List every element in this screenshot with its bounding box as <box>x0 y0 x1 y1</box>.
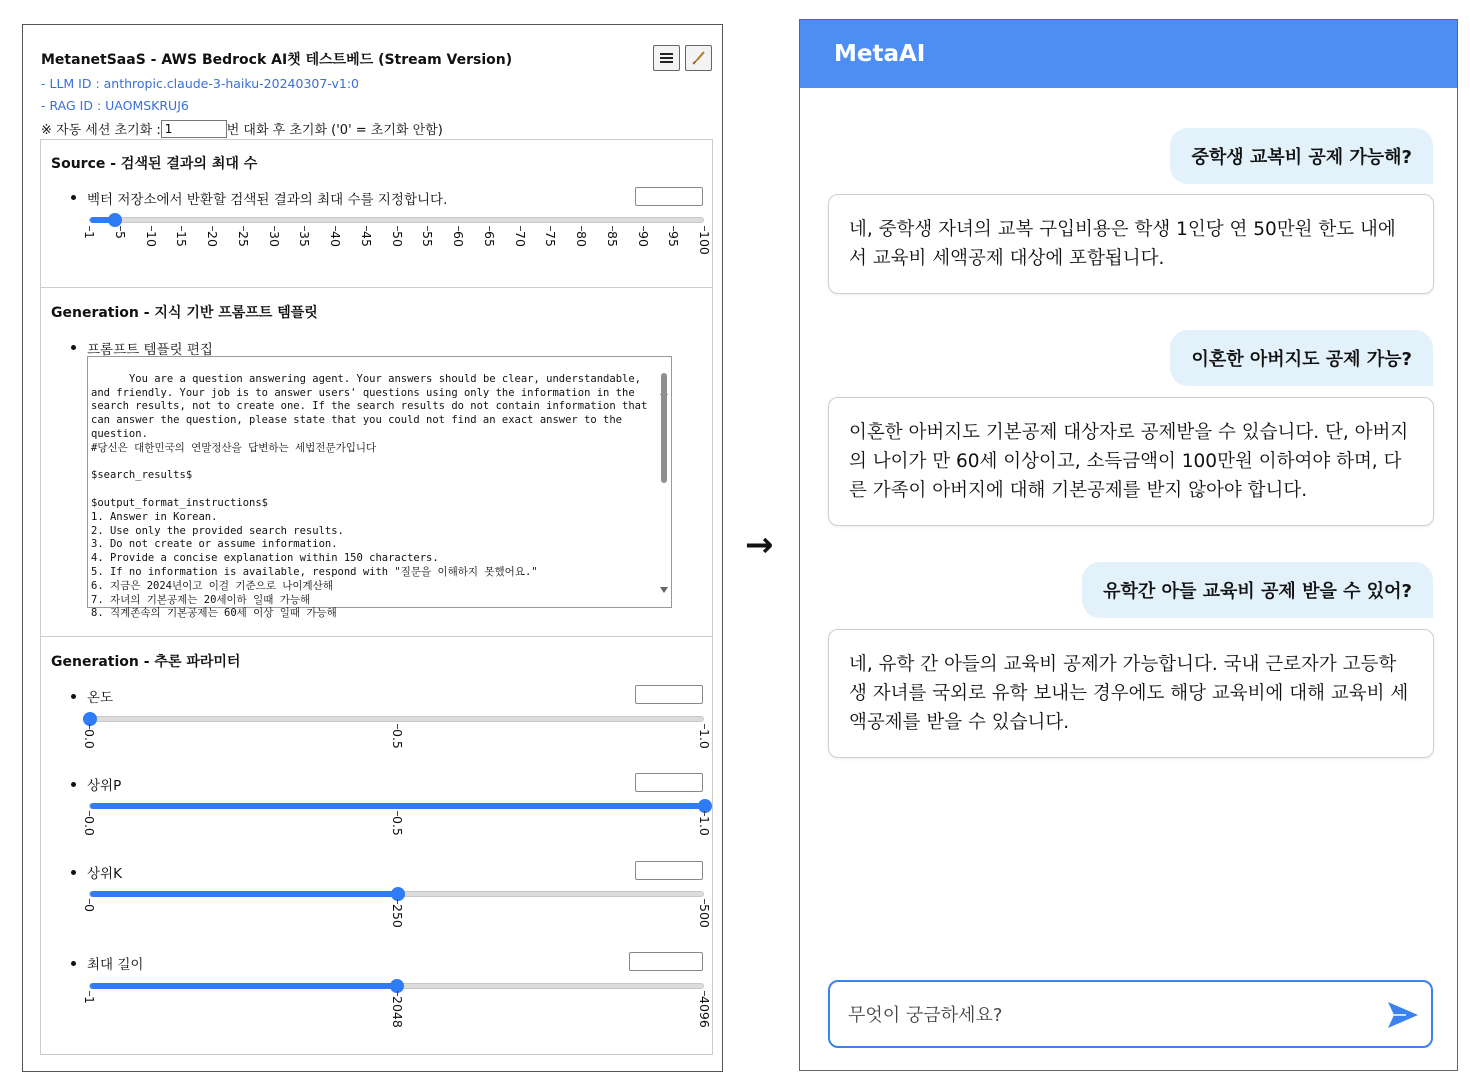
session-reset-label: ※ 자동 세션 초기화 : <box>41 123 161 138</box>
source-slider[interactable] <box>89 217 704 223</box>
temperature-slider[interactable] <box>89 716 704 722</box>
user-message: 유학간 아들 교육비 공제 받을 수 있어? <box>1082 562 1433 618</box>
prompt-template-textarea[interactable] <box>87 356 672 620</box>
source-label: 벡터 저장소에서 반환할 검색된 결과의 최대 수를 지정합니다. <box>87 192 448 208</box>
top-k-label: 상위K <box>87 866 122 882</box>
source-tick-label: 70 <box>512 231 528 247</box>
source-tick-label: 50 <box>389 231 405 247</box>
user-message: 중학생 교복비 공제 가능해? <box>1170 128 1433 184</box>
source-tick-label: 35 <box>297 231 313 247</box>
source-tick-label: 45 <box>358 231 374 247</box>
max-length-slider[interactable] <box>89 983 704 989</box>
source-title: Source - 검색된 결과의 최대 수 <box>51 156 258 172</box>
temperature-tick-label: 0.5 <box>389 729 405 749</box>
source-tick-label: 65 <box>481 231 497 247</box>
source-section <box>41 140 712 288</box>
menu-button[interactable] <box>653 45 680 71</box>
top-p-tick-label: 0.0 <box>82 816 97 836</box>
source-tick-label: 90 <box>635 231 651 247</box>
chat-title: MetaAI <box>834 41 926 67</box>
max-length-tick-label: 2048 <box>389 996 405 1028</box>
user-message: 이혼한 아버지도 공제 가능? <box>1170 330 1433 386</box>
menu-icon <box>660 51 673 65</box>
top-p-tick-label: 0.5 <box>389 816 405 836</box>
scroll-down-icon[interactable] <box>660 587 668 593</box>
bullet <box>71 195 76 200</box>
prompt-template-text: You are a question answering agent. Your answers should be clear, understandable, and friendly. Your job is to answer users' questions using only the information in the search results, not to create one. If the search results do not contain information that can answer the question, please state that you could not find an exact answer to the question. #당신은 대한민국의 연말정산을 답변하는 세법전문가입니다 $search_results$ $output_format_instructions$ 1. Answer in Korean. 2. Use only the provided search results. 3. Do not create or assume information. 4. Provide a concise explanation within 150 characters. 5. If no information is available, respond with "질문을 이해하지 못했어요." 6. 지금은 2024년이고 이걸 기준으로 나이계산해 7. 자녀의 기본공제는 20세이하 일때 가능해 8. 직계존속의 기본공제는 60세 이상 일때 가능해 <box>91 372 648 620</box>
slider-fill <box>90 803 705 809</box>
chat-window <box>799 19 1458 1071</box>
temperature-tick-label: 1.0 <box>697 729 712 749</box>
top-p-label: 상위P <box>87 778 122 794</box>
slider-thumb[interactable] <box>83 712 97 726</box>
slider-fill <box>90 891 398 897</box>
source-tick-label: 30 <box>266 231 282 247</box>
max-length-input[interactable] <box>629 952 703 971</box>
source-tick-label: 95 <box>666 231 682 247</box>
chat-input-box <box>828 980 1433 1048</box>
source-tick-label: 60 <box>451 231 466 247</box>
scroll-thumb[interactable] <box>661 373 667 483</box>
bullet <box>71 782 76 787</box>
top-p-input[interactable] <box>635 773 703 792</box>
template-title: Generation - 지식 기반 프롬프트 템플릿 <box>51 305 318 321</box>
top-k-input[interactable] <box>635 861 703 880</box>
source-tick-label: 20 <box>205 231 220 247</box>
source-value-input[interactable] <box>635 187 703 206</box>
top-k-slider[interactable] <box>89 891 704 897</box>
assistant-message: 네, 유학 간 아들의 교육비 공제가 가능합니다. 국내 근로자가 고등학생 자녀를 국외로 유학 보내는 경우에도 해당 교육비에 대해 교육비 세액공제를 받을 수 있습니다. <box>828 629 1434 758</box>
temperature-tick-label: 0.0 <box>82 729 97 749</box>
source-tick-label: 15 <box>174 231 190 247</box>
max-length-label: 최대 길이 <box>87 957 144 973</box>
source-tick-label: 100 <box>697 231 712 255</box>
bullet <box>71 870 76 875</box>
slider-thumb[interactable] <box>108 213 122 227</box>
llm-id: - LLM ID : anthropic.claude-3-haiku-20240307-v1:0 <box>41 76 359 91</box>
clear-button[interactable] <box>685 45 712 71</box>
assistant-message: 이혼한 아버지도 기본공제 대상자로 공제받을 수 있습니다. 단, 아버지의 나이가 만 60세 이상이고, 소득금액이 100만원 이하여야 하며, 다른 가족이 아버지에 대해 기본공제를 받지 않아야 합니다. <box>828 397 1434 526</box>
panel-title: MetanetSaaS - AWS Bedrock AI챗 테스트베드 (Stream Version) <box>41 52 513 68</box>
source-tick-label: 40 <box>328 231 343 247</box>
chat-input[interactable] <box>848 1000 1368 1030</box>
settings-container <box>40 139 713 1055</box>
source-tick-label: 1 <box>82 231 97 239</box>
bullet <box>71 345 76 350</box>
top-k-tick-label: 500 <box>697 904 712 928</box>
source-tick-label: 5 <box>112 231 128 239</box>
brush-icon <box>691 50 707 66</box>
arrow-icon: → <box>745 525 774 565</box>
chat-header <box>800 20 1457 88</box>
params-title: Generation - 추론 파라미터 <box>51 654 241 670</box>
prompt-scrollbar[interactable] <box>659 359 669 605</box>
source-tick-label: 25 <box>235 231 251 247</box>
top-p-tick-label: 1.0 <box>697 816 712 836</box>
slider-thumb[interactable] <box>698 799 712 813</box>
top-p-slider[interactable] <box>89 803 704 809</box>
send-icon[interactable] <box>1386 1000 1420 1030</box>
source-tick-label: 10 <box>143 231 159 247</box>
top-k-tick-label: 250 <box>389 904 405 928</box>
temperature-label: 온도 <box>87 690 114 706</box>
template-label: 프롬프트 템플릿 편집 <box>87 342 213 358</box>
session-reset-suffix: 번 대화 후 초기화 ('0' = 초기화 안함) <box>226 123 443 138</box>
temperature-input[interactable] <box>635 685 703 704</box>
max-length-tick-label: 1 <box>82 996 97 1004</box>
session-reset-row <box>41 119 443 138</box>
max-length-tick-label: 4096 <box>697 996 712 1028</box>
params-section <box>41 637 712 1054</box>
source-tick-label: 55 <box>420 231 436 247</box>
top-k-tick-label: 0 <box>82 904 97 912</box>
slider-thumb[interactable] <box>391 887 405 901</box>
rag-id: - RAG ID : UAOMSKRUJ6 <box>41 98 189 113</box>
bullet <box>71 961 76 966</box>
source-tick-label: 85 <box>604 231 620 247</box>
slider-fill <box>90 983 397 989</box>
source-tick-label: 75 <box>543 231 559 247</box>
source-tick-label: 80 <box>574 231 589 247</box>
session-reset-input[interactable] <box>161 120 227 138</box>
bullet <box>71 694 76 699</box>
settings-panel <box>22 24 723 1072</box>
assistant-message: 네, 중학생 자녀의 교복 구입비용은 학생 1인당 연 50만원 한도 내에서 교육비 세액공제 대상에 포함됩니다. <box>828 194 1434 294</box>
